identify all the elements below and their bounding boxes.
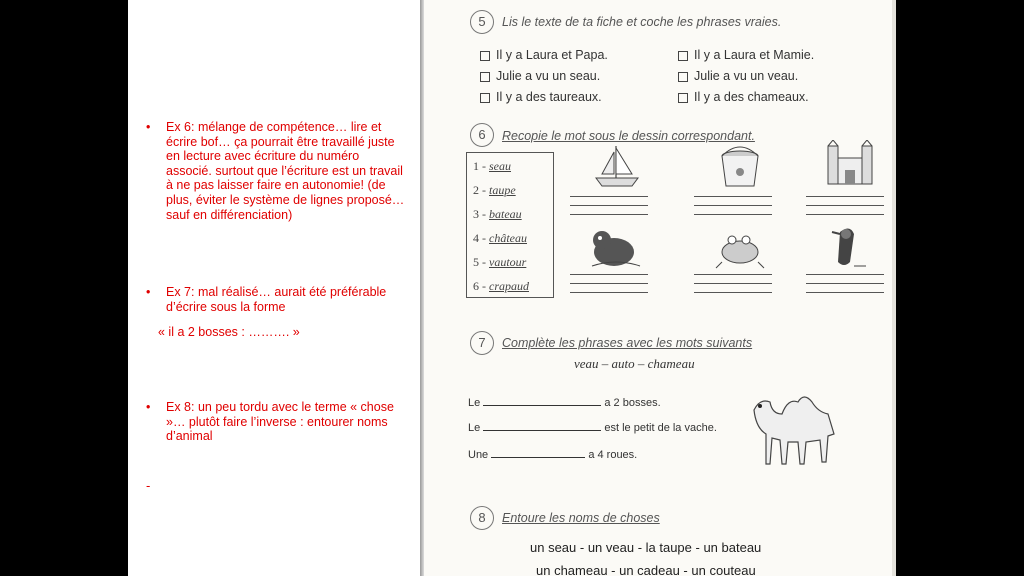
exercise-5-number: 5 xyxy=(470,10,494,34)
writing-line[interactable] xyxy=(694,196,772,197)
writing-line xyxy=(694,283,772,284)
exercise-7-number: 7 xyxy=(470,331,494,355)
word-item xyxy=(473,255,526,270)
note-ex8-text: Ex 8: un peu tordu avec le terme « chose »… plutôt faire l’inverse : entourer noms d’animal xyxy=(166,400,394,444)
checkbox-item[interactable] xyxy=(678,48,814,62)
word: taupe xyxy=(489,183,516,197)
note-ex7-text: Ex 7: mal réalisé… aurait été préférable d’écrire sous la forme xyxy=(166,285,387,314)
word-bank: veau – auto – chameau xyxy=(574,356,695,371)
toad-drawing xyxy=(700,222,780,270)
page-edge xyxy=(892,0,896,576)
writing-line[interactable] xyxy=(570,274,648,275)
word-number: 6 - xyxy=(473,279,486,293)
castle-drawing xyxy=(810,140,890,188)
word: bateau xyxy=(489,207,522,221)
writing-line xyxy=(806,283,884,284)
writing-line xyxy=(570,283,648,284)
bucket-drawing xyxy=(700,144,780,192)
trailing-dash: - xyxy=(146,478,151,493)
sentence-start: Le xyxy=(468,397,481,409)
word-number: 3 - xyxy=(473,207,486,221)
writing-line[interactable] xyxy=(694,274,772,275)
writing-line xyxy=(694,214,772,215)
bullet: • xyxy=(146,120,151,134)
checkbox[interactable] xyxy=(678,72,688,82)
word: crapaud xyxy=(489,279,529,293)
word-number: 5 - xyxy=(473,255,486,269)
writing-line[interactable] xyxy=(806,274,884,275)
word: vautour xyxy=(489,255,527,269)
writing-line xyxy=(806,205,884,206)
note-ex7 xyxy=(146,285,408,314)
bullet: • xyxy=(146,285,151,299)
writing-line xyxy=(694,205,772,206)
word: château xyxy=(489,231,527,245)
sentence-row xyxy=(468,422,717,434)
answer-blank[interactable] xyxy=(491,457,585,458)
vulture-drawing xyxy=(810,222,890,270)
checkbox[interactable] xyxy=(480,51,490,61)
word-item xyxy=(473,183,516,198)
boat-drawing xyxy=(576,142,656,190)
mole-drawing xyxy=(576,222,656,270)
words-line-1: un seau - un veau - la taupe - un bateau xyxy=(530,540,762,555)
writing-line xyxy=(570,214,648,215)
checkbox[interactable] xyxy=(480,72,490,82)
exercise-8-number: 8 xyxy=(470,506,494,530)
exercise-6-title: Recopie le mot sous le dessin correspondant. xyxy=(502,129,755,143)
note-ex8 xyxy=(146,400,408,444)
checkbox-item[interactable] xyxy=(678,69,798,83)
checkbox-item[interactable] xyxy=(480,69,600,83)
writing-line[interactable] xyxy=(806,196,884,197)
checkbox[interactable] xyxy=(678,51,688,61)
word: seau xyxy=(489,159,511,173)
word-item xyxy=(473,231,527,246)
word-number: 1 - xyxy=(473,159,486,173)
sentence-row xyxy=(468,449,637,461)
checkbox-item[interactable] xyxy=(480,90,602,104)
writing-line xyxy=(570,205,648,206)
exercise-6-number: 6 xyxy=(470,123,494,147)
word-item xyxy=(473,159,511,174)
writing-line[interactable] xyxy=(570,196,648,197)
answer-blank[interactable] xyxy=(483,430,601,431)
sentence: Julie a vu un seau. xyxy=(496,69,601,83)
exercise-8-title: Entoure les noms de choses xyxy=(502,511,660,525)
exercise-7-title: Complète les phrases avec les mots suivants xyxy=(502,336,753,350)
note-ex7-quote: « il a 2 bosses : ………. » xyxy=(158,325,300,339)
sentence: Il y a des chameaux. xyxy=(694,90,809,104)
sentence: Il y a Laura et Papa. xyxy=(496,48,608,62)
word-number: 4 - xyxy=(473,231,486,245)
sentence-start: Le xyxy=(468,422,481,434)
writing-line xyxy=(806,292,884,293)
sentence: Il y a des taureaux. xyxy=(496,90,602,104)
writing-line xyxy=(806,214,884,215)
teacher-notes xyxy=(128,0,420,576)
worksheet-photo xyxy=(424,0,892,576)
writing-line xyxy=(570,292,648,293)
sentence-end: a 2 bosses. xyxy=(604,397,661,409)
note-ex6 xyxy=(146,120,408,222)
note-ex6-text: Ex 6: mélange de compétence… lire et écrire bof… ça pourrait être travaillé juste en lecture avec écriture du numéro associé. surtout que l’écriture est un travail à ne pas laisser faire en autonomie! (de plus, éviter le système de lignes proposé… sauf en différenciation) xyxy=(166,120,405,222)
word-item xyxy=(473,207,522,222)
sentence-start: Une xyxy=(468,449,489,461)
slide xyxy=(128,0,896,576)
sentence-end: a 4 roues. xyxy=(588,449,638,461)
sentence: Julie a vu un veau. xyxy=(694,69,799,83)
camel-drawing xyxy=(742,384,848,468)
bullet: • xyxy=(146,400,151,414)
checkbox[interactable] xyxy=(678,93,688,103)
exercise-5-title: Lis le texte de ta fiche et coche les phrases vraies. xyxy=(502,15,782,29)
word-number: 2 - xyxy=(473,183,486,197)
sentence: Il y a Laura et Mamie. xyxy=(694,48,815,62)
word-item xyxy=(473,279,529,294)
answer-blank[interactable] xyxy=(483,405,601,406)
words-line-2: un chameau - un cadeau - un couteau xyxy=(536,563,756,576)
sentence-end: est le petit de la vache. xyxy=(604,422,717,434)
checkbox[interactable] xyxy=(480,93,490,103)
writing-line xyxy=(694,292,772,293)
checkbox-item[interactable] xyxy=(480,48,608,62)
checkbox-item[interactable] xyxy=(678,90,809,104)
sentence-row xyxy=(468,397,661,409)
word-list xyxy=(466,152,554,298)
